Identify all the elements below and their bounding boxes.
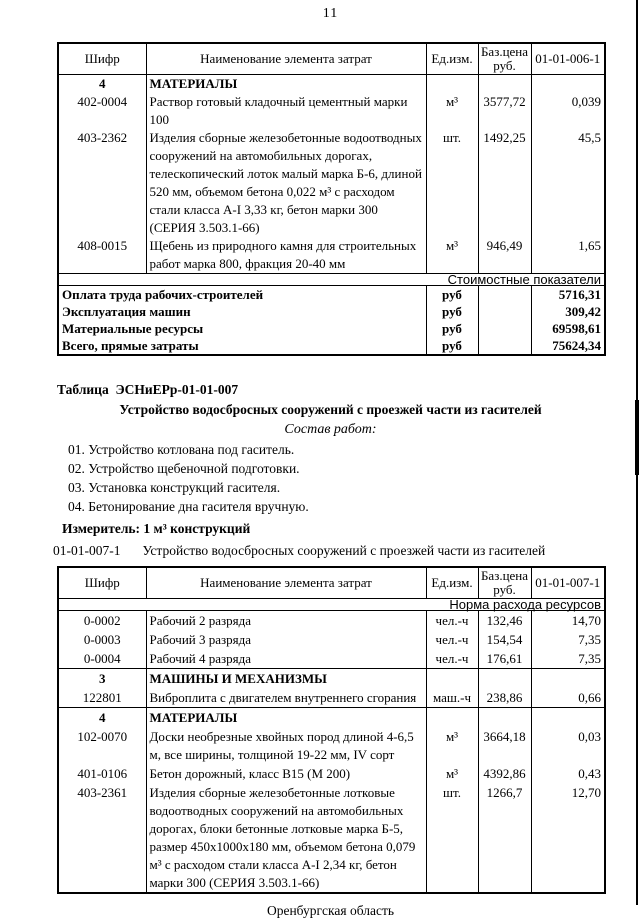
summary-empty: [478, 337, 531, 355]
cell-value: 7,35: [531, 649, 605, 669]
cell-price: 946,49: [478, 237, 531, 274]
cell-value: 0,43: [531, 764, 605, 783]
table-row: [58, 649, 605, 669]
item-line: [53, 542, 604, 560]
cell-unit: [426, 75, 478, 94]
cell-code: 408-0015: [77, 238, 128, 253]
cell-unit: м³: [426, 727, 478, 764]
header-code: Шифр: [58, 43, 146, 75]
cell-name: Изделия сборные железобетонные лотковые водоотводных сооружений на автомобильных дорогах, блоки бетонные лотковые марка Б-5, размер 450х1000х180 мм, объемом бетона 0,079 м³ с расходом стали класса А-I 2,34 кг, бетон марки 300 (СЕРИЯ 3.503.1-66): [146, 783, 426, 893]
cell-unit: шт.: [426, 129, 478, 237]
table-body: [58, 75, 605, 356]
cell-code: 122801: [82, 690, 122, 705]
page-number: 11: [322, 6, 339, 21]
header-code: Шифр: [58, 567, 146, 599]
table-row: [58, 669, 605, 689]
cell-unit: м³: [426, 237, 478, 274]
cell-price: 1492,25: [478, 129, 531, 237]
table-row: [58, 688, 605, 708]
cell-value: 1,65: [531, 237, 605, 274]
region-footer: Оренбургская область: [266, 903, 395, 918]
header-name: Наименование элемента затрат: [146, 43, 426, 75]
table-row: [58, 783, 605, 893]
cell-name: Изделия сборные железобетонные водоотводных сооружений на автомобильных дорогах, телескопический лоток малый марка Б-6, длиной 520 мм, объемом бетона 0,022 м³ с расходом стали класса А-I 3,33 кг, бетон марки 300 (СЕРИЯ 3.503.1-66): [146, 129, 426, 237]
meter-line: Измеритель: 1 м³ конструкций: [62, 521, 251, 536]
cell-code: 4: [99, 76, 106, 91]
cell-name: Щебень из природного камня для строительных работ марка 800, фракция 20-40 мм: [146, 237, 426, 274]
cell-value: [531, 708, 605, 728]
table-row: [58, 237, 605, 274]
estimate-table-01-01-007-1: [57, 566, 606, 894]
cell-unit: маш.-ч: [426, 688, 478, 708]
summary-label: Всего, прямые затраты: [62, 338, 199, 353]
summary-label: Материальные ресурсы: [62, 321, 204, 336]
cell-name: Виброплита с двигателем внутреннего сгорания: [146, 688, 426, 708]
header-unit: Ед.изм.: [426, 567, 478, 599]
summary-unit: руб: [426, 337, 478, 355]
band-label: Стоимостные показатели: [58, 274, 605, 286]
summary-row: [58, 286, 605, 304]
cell-code: 402-0004: [77, 94, 128, 109]
cell-price: 238,86: [478, 688, 531, 708]
item-code: 01-01-007-1: [53, 543, 121, 558]
table-label: Таблица ЭСНиЕРр-01-01-007: [57, 382, 239, 397]
cell-name: МАТЕРИАЛЫ: [146, 75, 426, 94]
summary-label: Эксплуатация машин: [62, 304, 191, 319]
cell-unit: м³: [426, 764, 478, 783]
work-item: 03. Установка конструкций гасителя.: [68, 480, 281, 495]
cell-unit: чел.-ч: [426, 611, 478, 631]
table-row: [58, 727, 605, 764]
cell-price: 154,54: [478, 630, 531, 649]
cell-price: 3577,72: [478, 93, 531, 129]
cell-code: 401-0106: [77, 766, 128, 781]
table-row: [58, 611, 605, 631]
table-row: [58, 75, 605, 94]
header-price: Баз.цена руб.: [478, 567, 531, 599]
cell-unit: чел.-ч: [426, 630, 478, 649]
works-list: [68, 440, 604, 516]
summary-value: 75624,34: [531, 337, 605, 355]
cell-price: 132,46: [478, 611, 531, 631]
summary-row: [58, 320, 605, 337]
cell-price: 176,61: [478, 649, 531, 669]
summary-empty: [478, 303, 531, 320]
cell-name: МАТЕРИАЛЫ: [146, 708, 426, 728]
cell-value: 0,039: [531, 93, 605, 129]
cell-name: МАШИНЫ И МЕХАНИЗМЫ: [146, 669, 426, 689]
summary-empty: [478, 286, 531, 304]
table-header-row: [58, 567, 605, 599]
summary-unit: руб: [426, 286, 478, 304]
table-row: [58, 93, 605, 129]
cell-value: [531, 75, 605, 94]
summary-empty: [478, 320, 531, 337]
summary-value: 69598,61: [531, 320, 605, 337]
header-unit: Ед.изм.: [426, 43, 478, 75]
cell-value: 12,70: [531, 783, 605, 893]
summary-row: [58, 337, 605, 355]
cell-price: 1266,7: [478, 783, 531, 893]
cell-code: 0-0003: [83, 632, 121, 647]
summary-label: Оплата труда рабочих-строителей: [62, 287, 264, 302]
cell-price: 3664,18: [478, 727, 531, 764]
cell-unit: шт.: [426, 783, 478, 893]
table-body: [58, 599, 605, 894]
summary-unit: руб: [426, 303, 478, 320]
cell-name: Рабочий 2 разряда: [146, 611, 426, 631]
cell-unit: м³: [426, 93, 478, 129]
cell-value: 7,35: [531, 630, 605, 649]
table-row: [58, 630, 605, 649]
summary-row: [58, 303, 605, 320]
cell-value: 14,70: [531, 611, 605, 631]
scan-edge-blob: [635, 400, 639, 475]
works-label: Состав работ:: [284, 422, 377, 437]
header-price: Баз.цена руб.: [478, 43, 531, 75]
cell-name: Рабочий 4 разряда: [146, 649, 426, 669]
cell-unit: чел.-ч: [426, 649, 478, 669]
summary-unit: руб: [426, 320, 478, 337]
table-row: [58, 764, 605, 783]
cell-price: [478, 669, 531, 689]
band-row: [58, 274, 605, 286]
work-item: 04. Бетонирование дна гасителя вручную.: [68, 499, 309, 514]
cell-code: 403-2361: [77, 785, 128, 800]
cell-code: 4: [58, 708, 146, 728]
cell-price: 4392,86: [478, 764, 531, 783]
cell-price: [478, 75, 531, 94]
band-label: Норма расхода ресурсов: [58, 599, 605, 611]
cell-value: 45,5: [531, 129, 605, 237]
cell-price: [478, 708, 531, 728]
estimate-table-01-01-006-1: [57, 42, 606, 356]
cell-code: 3: [58, 669, 146, 689]
cell-value: [531, 669, 605, 689]
table-header-row: [58, 43, 605, 75]
work-item: 02. Устройство щебеночной подготовки.: [68, 461, 300, 476]
table-row: [58, 129, 605, 237]
summary-value: 5716,31: [531, 286, 605, 304]
header-total: 01-01-006-1: [531, 43, 605, 75]
header-total: 01-01-007-1: [531, 567, 605, 599]
cell-value: 0,66: [531, 688, 605, 708]
cell-name: Доски необрезные хвойных пород длиной 4-6,5 м, все ширины, толщиной 19-22 мм, IV сорт: [146, 727, 426, 764]
cell-name: Бетон дорожный, класс В15 (М 200): [146, 764, 426, 783]
cell-unit: [426, 669, 478, 689]
cell-code: 403-2362: [77, 130, 128, 145]
cell-value: 0,03: [531, 727, 605, 764]
section-title: Устройство водосбросных сооружений с проезжей части из гасителей: [119, 402, 542, 417]
cell-name: Рабочий 3 разряда: [146, 630, 426, 649]
summary-value: 309,42: [531, 303, 605, 320]
item-title: Устройство водосбросных сооружений с проезжей части из гасителей: [142, 543, 546, 558]
cell-name: Раствор готовый кладочный цементный марки 100: [146, 93, 426, 129]
table-row: [58, 708, 605, 728]
cell-code: 0-0002: [83, 613, 121, 628]
work-item: 01. Устройство котлована под гаситель.: [68, 442, 295, 457]
cell-unit: [426, 708, 478, 728]
document-content: [53, 0, 604, 919]
band-row: [58, 599, 605, 611]
header-name: Наименование элемента затрат: [146, 567, 426, 599]
cell-code: 102-0070: [77, 729, 128, 744]
cell-code: 0-0004: [83, 651, 121, 666]
